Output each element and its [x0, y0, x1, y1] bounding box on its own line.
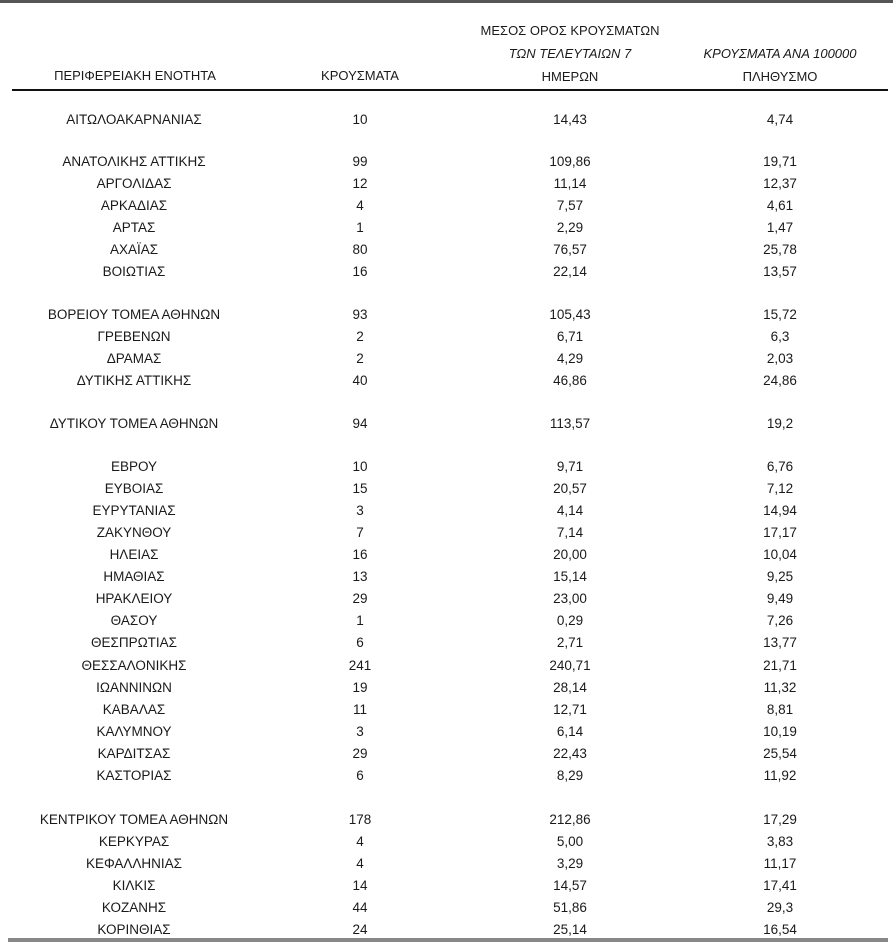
region-cell: ΒΟΙΩΤΙΑΣ: [102, 264, 166, 279]
region-cell: ΔΡΑΜΑΣ: [106, 351, 162, 366]
table-row: [0, 766, 893, 786]
table-row: [0, 656, 893, 676]
table-row: [0, 744, 893, 764]
avg7-cell: 5,00: [556, 834, 584, 849]
region-cell: ΚΙΛΚΙΣ: [112, 878, 156, 893]
region-cell: ΑΙΤΩΛΟΑΚΑΡΝΑΝΙΑΣ: [66, 112, 202, 127]
per100k-cell: 19,2: [766, 416, 794, 431]
per100k-cell: 21,71: [763, 658, 797, 673]
region-cell: ΖΑΚΥΝΘΟΥ: [96, 525, 172, 540]
table-row: [0, 240, 893, 260]
cases-cell: 29: [352, 591, 368, 606]
table-row: [0, 832, 893, 852]
avg7-cell: 240,71: [549, 658, 591, 673]
per100k-cell: 25,78: [763, 242, 797, 257]
region-cell: ΚΑΛΥΜΝΟΥ: [96, 724, 172, 739]
table-row: [0, 501, 893, 521]
cases-cell: 29: [352, 746, 368, 761]
region-cell: ΗΜΑΘΙΑΣ: [103, 569, 165, 584]
table-row: [0, 722, 893, 742]
avg7-cell: 7,14: [556, 525, 584, 540]
avg7-cell: 6,71: [556, 329, 584, 344]
per100k-cell: 25,54: [763, 746, 797, 761]
cases-cell: 15: [352, 481, 368, 496]
table-row: [0, 327, 893, 347]
per100k-cell: 24,86: [763, 373, 797, 388]
per100k-cell: 2,03: [766, 351, 794, 366]
avg7-cell: 4,14: [556, 503, 584, 518]
cases-cell: 93: [352, 307, 368, 322]
region-cell: ΗΡΑΚΛΕΙΟΥ: [95, 591, 173, 606]
avg7-cell: 14,43: [553, 112, 587, 127]
avg7-cell: 3,29: [556, 856, 584, 871]
cases-cell: 10: [352, 112, 368, 127]
table-row: [0, 262, 893, 282]
cases-cell: 178: [348, 812, 372, 827]
table-row: [0, 611, 893, 631]
table-row: [0, 152, 893, 172]
cases-cell: 4: [356, 834, 364, 849]
region-cell: ΔΥΤΙΚΗΣ ΑΤΤΙΚΗΣ: [76, 373, 192, 388]
avg7-cell: 28,14: [553, 680, 587, 695]
header-per100k: [670, 42, 890, 88]
region-cell: ΚΑΡΔΙΤΣΑΣ: [97, 746, 171, 761]
cases-cell: 2: [356, 351, 364, 366]
cases-cell: 12: [352, 176, 368, 191]
region-cell: ΓΡΕΒΕΝΩΝ: [97, 329, 171, 344]
avg7-cell: 15,14: [553, 569, 587, 584]
avg7-cell: 22,14: [553, 264, 587, 279]
table-row: [0, 810, 893, 830]
avg7-cell: 20,00: [553, 547, 587, 562]
table-row: [0, 371, 893, 391]
header-per100k-line: ΠΛΗΘΥΣΜΟ: [742, 69, 818, 84]
per100k-cell: 16,54: [763, 922, 797, 937]
per100k-cell: 9,49: [766, 591, 794, 606]
region-cell: ΙΩΑΝΝΙΝΩΝ: [96, 680, 172, 695]
cases-cell: 40: [352, 373, 368, 388]
table-row: [0, 700, 893, 720]
table-row: [0, 414, 893, 434]
avg7-cell: 25,14: [553, 922, 587, 937]
per100k-cell: 13,57: [763, 264, 797, 279]
cases-cell: 3: [356, 724, 364, 739]
cases-cell: 6: [356, 768, 364, 783]
region-cell: ΑΡΓΟΛΙΔΑΣ: [96, 176, 172, 191]
per100k-cell: 15,72: [763, 307, 797, 322]
avg7-cell: 12,71: [553, 702, 587, 717]
region-cell: ΕΥΒΟΙΑΣ: [104, 481, 164, 496]
avg7-cell: 9,71: [556, 459, 584, 474]
cases-cell: 4: [356, 856, 364, 871]
cases-cell: 3: [356, 503, 364, 518]
avg7-cell: 76,57: [553, 242, 587, 257]
region-cell: ΚΑΣΤΟΡΙΑΣ: [96, 768, 172, 783]
region-cell: ΑΡΚΑΔΙΑΣ: [100, 198, 168, 213]
per100k-cell: 6,3: [770, 329, 790, 344]
table-row: [0, 110, 893, 130]
bottom-rule: [8, 938, 888, 942]
header-avg7-line: ΤΩΝ ΤΕΛΕΥΤΑΙΩΝ 7: [508, 46, 632, 61]
region-cell: ΚΟΖΑΝΗΣ: [101, 900, 167, 915]
table-row: [0, 305, 893, 325]
cases-cell: 241: [348, 658, 372, 673]
avg7-cell: 14,57: [553, 878, 587, 893]
avg7-cell: 7,57: [556, 198, 584, 213]
avg7-cell: 2,71: [556, 635, 584, 650]
region-cell: ΑΡΤΑΣ: [112, 220, 156, 235]
avg7-cell: 0,29: [556, 613, 584, 628]
table-row: [0, 876, 893, 896]
region-cell: ΔΥΤΙΚΟΥ ΤΟΜΕΑ ΑΘΗΝΩΝ: [49, 416, 219, 431]
avg7-cell: 113,57: [549, 416, 591, 431]
region-cell: ΚΕΡΚΥΡΑΣ: [98, 834, 170, 849]
per100k-cell: 10,19: [763, 724, 797, 739]
header-cases: [300, 64, 420, 87]
cases-cell: 16: [352, 264, 368, 279]
region-cell: ΘΕΣΣΑΛΟΝΙΚΗΣ: [81, 658, 187, 673]
per100k-cell: 7,26: [766, 613, 794, 628]
per100k-cell: 13,77: [763, 635, 797, 650]
region-cell: ΚΕΝΤΡΙΚΟΥ ΤΟΜΕΑ ΑΘΗΝΩΝ: [39, 812, 229, 827]
avg7-cell: 109,86: [549, 154, 591, 169]
avg7-cell: 20,57: [553, 481, 587, 496]
per100k-cell: 11,17: [763, 856, 797, 871]
table-row: [0, 567, 893, 587]
per100k-cell: 4,74: [766, 112, 794, 127]
per100k-cell: 7,12: [766, 481, 794, 496]
per100k-cell: 29,3: [766, 900, 794, 915]
table-row: [0, 218, 893, 238]
cases-cell: 16: [352, 547, 368, 562]
table-row: [0, 545, 893, 565]
region-cell: ΒΟΡΕΙΟΥ ΤΟΜΕΑ ΑΘΗΝΩΝ: [47, 307, 221, 322]
region-cell: ΕΥΡΥΤΑΝΙΑΣ: [92, 503, 176, 518]
cases-cell: 44: [352, 900, 368, 915]
region-cell: ΘΕΣΠΡΩΤΙΑΣ: [90, 635, 178, 650]
region-cell: ΚΕΦΑΛΛΗΝΙΑΣ: [85, 856, 183, 871]
per100k-cell: 11,92: [763, 768, 797, 783]
top-rule: [0, 0, 893, 3]
cases-cell: 94: [352, 416, 368, 431]
avg7-cell: 105,43: [549, 307, 591, 322]
cases-cell: 4: [356, 198, 364, 213]
per100k-cell: 14,94: [763, 503, 797, 518]
table-row: [0, 196, 893, 216]
header-cases-label: ΚΡΟΥΣΜΑΤΑ: [321, 68, 399, 83]
per100k-cell: 19,71: [763, 154, 797, 169]
header-per100k-line: ΚΡΟΥΣΜΑΤΑ ΑΝΑ 100000: [703, 46, 857, 61]
header-avg7: [460, 19, 680, 88]
per100k-cell: 6,76: [766, 459, 794, 474]
per100k-cell: 8,81: [766, 702, 794, 717]
region-cell: ΚΟΡΙΝΘΙΑΣ: [97, 922, 171, 937]
avg7-cell: 22,43: [553, 746, 587, 761]
header-rule: [12, 89, 888, 91]
per100k-cell: 17,17: [763, 525, 797, 540]
per100k-cell: 4,61: [766, 198, 794, 213]
table-row: [0, 457, 893, 477]
avg7-cell: 2,29: [556, 220, 584, 235]
cases-cell: 7: [356, 525, 364, 540]
header-avg7-line: ΗΜΕΡΩΝ: [541, 69, 599, 84]
cases-cell: 99: [352, 154, 368, 169]
region-cell: ΚΑΒΑΛΑΣ: [102, 702, 166, 717]
cases-cell: 2: [356, 329, 364, 344]
per100k-cell: 12,37: [763, 176, 797, 191]
table-row: [0, 920, 893, 940]
cases-cell: 10: [352, 459, 368, 474]
table-row: [0, 174, 893, 194]
avg7-cell: 6,14: [556, 724, 584, 739]
table-row: [0, 633, 893, 653]
cases-cell: 11: [352, 702, 367, 717]
header-region: [20, 64, 250, 87]
region-cell: ΕΒΡΟΥ: [110, 459, 158, 474]
table-row: [0, 678, 893, 698]
table-row: [0, 479, 893, 499]
cases-cell: 13: [352, 569, 368, 584]
cases-cell: 1: [356, 613, 364, 628]
table-row: [0, 349, 893, 369]
region-cell: ΘΑΣΟΥ: [110, 613, 158, 628]
table-row: [0, 589, 893, 609]
per100k-cell: 17,29: [763, 812, 797, 827]
table-row: [0, 898, 893, 918]
per100k-cell: 3,83: [766, 834, 794, 849]
cases-cell: 19: [352, 680, 368, 695]
region-cell: ΗΛΕΙΑΣ: [109, 547, 159, 562]
header-avg7-line: ΜΕΣΟΣ ΟΡΟΣ ΚΡΟΥΣΜΑΤΩΝ: [480, 23, 660, 38]
cases-cell: 80: [352, 242, 368, 257]
per100k-cell: 1,47: [766, 220, 794, 235]
table-row: [0, 523, 893, 543]
per100k-cell: 9,25: [766, 569, 794, 584]
avg7-cell: 11,14: [553, 176, 587, 191]
per100k-cell: 10,04: [763, 547, 797, 562]
cases-cell: 24: [352, 922, 368, 937]
cases-cell: 6: [356, 635, 364, 650]
region-cell: ΑΝΑΤΟΛΙΚΗΣ ΑΤΤΙΚΗΣ: [62, 154, 206, 169]
header-region-label: ΠΕΡΙΦΕΡΕΙΑΚΗ ΕΝΟΤΗΤΑ: [54, 68, 216, 83]
per100k-cell: 17,41: [763, 878, 797, 893]
region-cell: ΑΧΑΪΑΣ: [109, 242, 159, 257]
cases-cell: 1: [356, 220, 364, 235]
avg7-cell: 8,29: [556, 768, 584, 783]
table-row: [0, 854, 893, 874]
cases-cell: 14: [352, 878, 368, 893]
avg7-cell: 46,86: [553, 373, 587, 388]
per100k-cell: 11,32: [763, 680, 797, 695]
avg7-cell: 51,86: [553, 900, 587, 915]
avg7-cell: 212,86: [549, 812, 591, 827]
avg7-cell: 23,00: [553, 591, 587, 606]
avg7-cell: 4,29: [556, 351, 584, 366]
